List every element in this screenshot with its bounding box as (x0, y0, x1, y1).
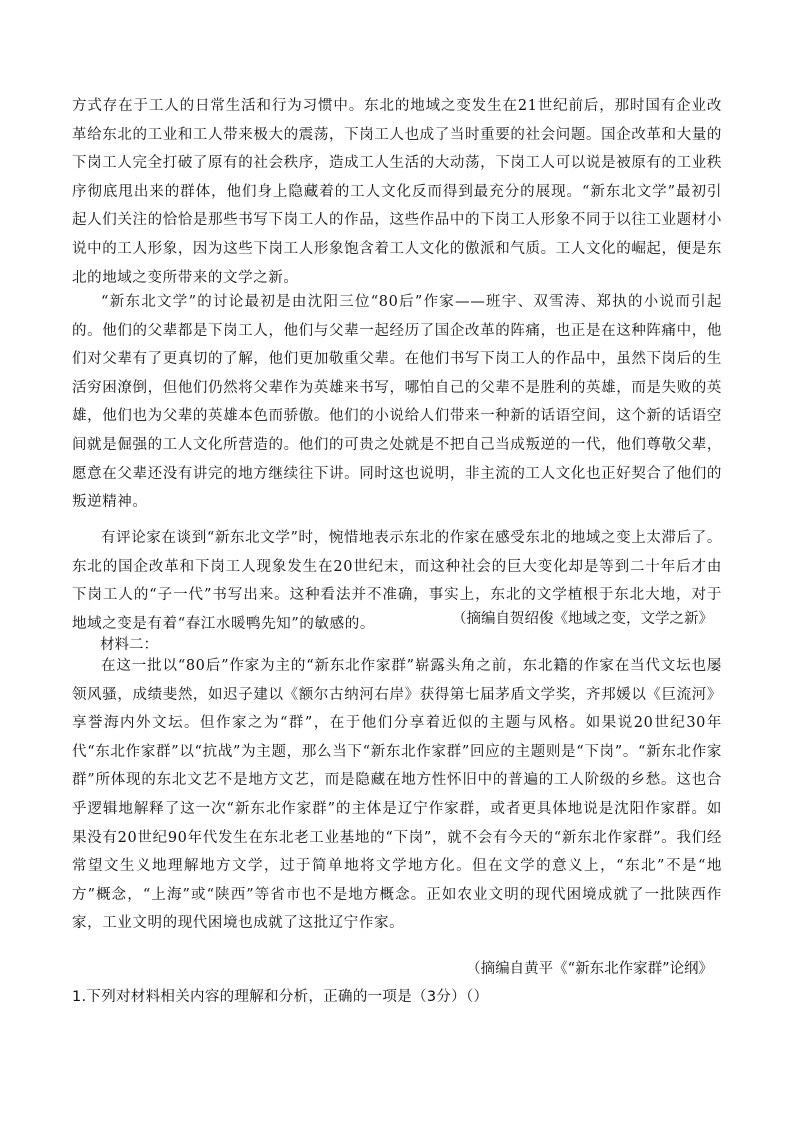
material-two-heading: 材料二： (100, 637, 158, 653)
material-one-source: （摘编自贺绍俊《地域之变，文学之新》 (452, 611, 713, 627)
material-one-paragraph-3: 有评论家在谈到“新东北文学”时，惋惜地表示东北的作家在感受东北的地域之变上太滞后了。东北的国企改革和下岗工人现象发生在20世纪末，而这种社会的巨大变化却是等到二十年后才由下岗工人的“子一代”书写出来。这种看法并不准确，事实上，东北的文学植根于东北大地，对于地域之变是有着“春江水暖鸭先知”的敏感的。 (72, 530, 722, 632)
material-one-paragraph-1: 方式存在于工人的日常生活和行为习惯中。东北的地域之变发生在21世纪前后，那时国有企业改革给东北的工业和工人带来极大的震荡，下岗工人也成了当时重要的社会问题。国企改革和大量的下岗工人完全打破了原有的社会秩序，造成工人生活的大动荡，下岗工人可以说是被原有的工业秩序彻底甩出来的群体，他们身上隐藏着的工人文化反而得到最充分的展现。“新东北文学”最初引起人们关注的恰恰是那些书写下岗工人的作品，这些作品中的下岗工人形象不同于以往工业题材小说中的工人形象，因为这些下岗工人形象饱含着工人文化的傲派和气质。工人文化的崛起，便是东北的地域之变所带来的文学之新。 (72, 98, 722, 286)
material-one-paragraph-2: “新东北文学”的讨论最初是由沈阳三位“80后”作家——班宇、双雪涛、郑执的小说而引起的。他们的父辈都是下岗工人，他们与父辈一起经历了国企改革的阵痛，也正是在这种阵痛中，他们对父辈有了更真切的了解，他们更加敬重父辈。在他们书写下岗工人的作品中，虽然下岗后的生活穷困潦倒，但他们仍然将父辈作为英雄来书写，哪怕自己的父辈不是胜利的英雄，而是失败的英雄，他们也为父辈的英雄本色而骄傲。他们的小说给人们带来一种新的话语空间，这个新的话语空间就是倔强的工人文化所营造的。他们的可贵之处就是不把自己当成叛逆的一代，他们尊敬父辈，愿意在父辈还没有讲完的地方继续往下讲。同时这也说明，非主流的工人文化也正好契合了他们的叛逆精神。 (72, 294, 722, 511)
question-1-stem: 1.下列对材料相关内容的理解和分析，正确的一项是（3分）（） (72, 989, 489, 1005)
material-two-source: （摘编自黄平《“新东北作家群”论纲》 (466, 961, 713, 977)
material-two-paragraph-1: 在这一批以“80后”作家为主的“新东北作家群”崭露头角之前，东北籍的作家在当代文坛也屡领风骚，成绩斐然，如迟子建以《额尔古纳河右岸》获得第七届茅盾文学奖，齐邦媛以《巨流河》享誉海内外文坛。但作家之为“群”，在于他们分享着近似的主题与风格。如果说20世纪30年代“东北作家群”以“抗战”为主题，那么当下“新东北作家群”回应的主题则是“下岗”。“新东北作家群”所体现的东北文艺不是地方文艺，而是隐藏在地方性怀旧中的普遍的工人阶级的乡愁。这也合乎逻辑地解释了这一次“新东北作家群”的主体是辽宁作家群，或者更具体地说是沈阳作家群。如果没有20世纪90年代发生在东北老工业基地的“下岗”，就不会有今天的“新东北作家群”。我们经常望文生义地理解地方文学，过于简单地将文学地方化。但在文学的意义上，“东北”不是“地方”概念，“上海”或“陕西”等省市也不是地方概念。正如农业文明的现代困境成就了一批陕西作家，工业文明的现代困境也成就了这批辽宁作家。 (72, 658, 722, 932)
